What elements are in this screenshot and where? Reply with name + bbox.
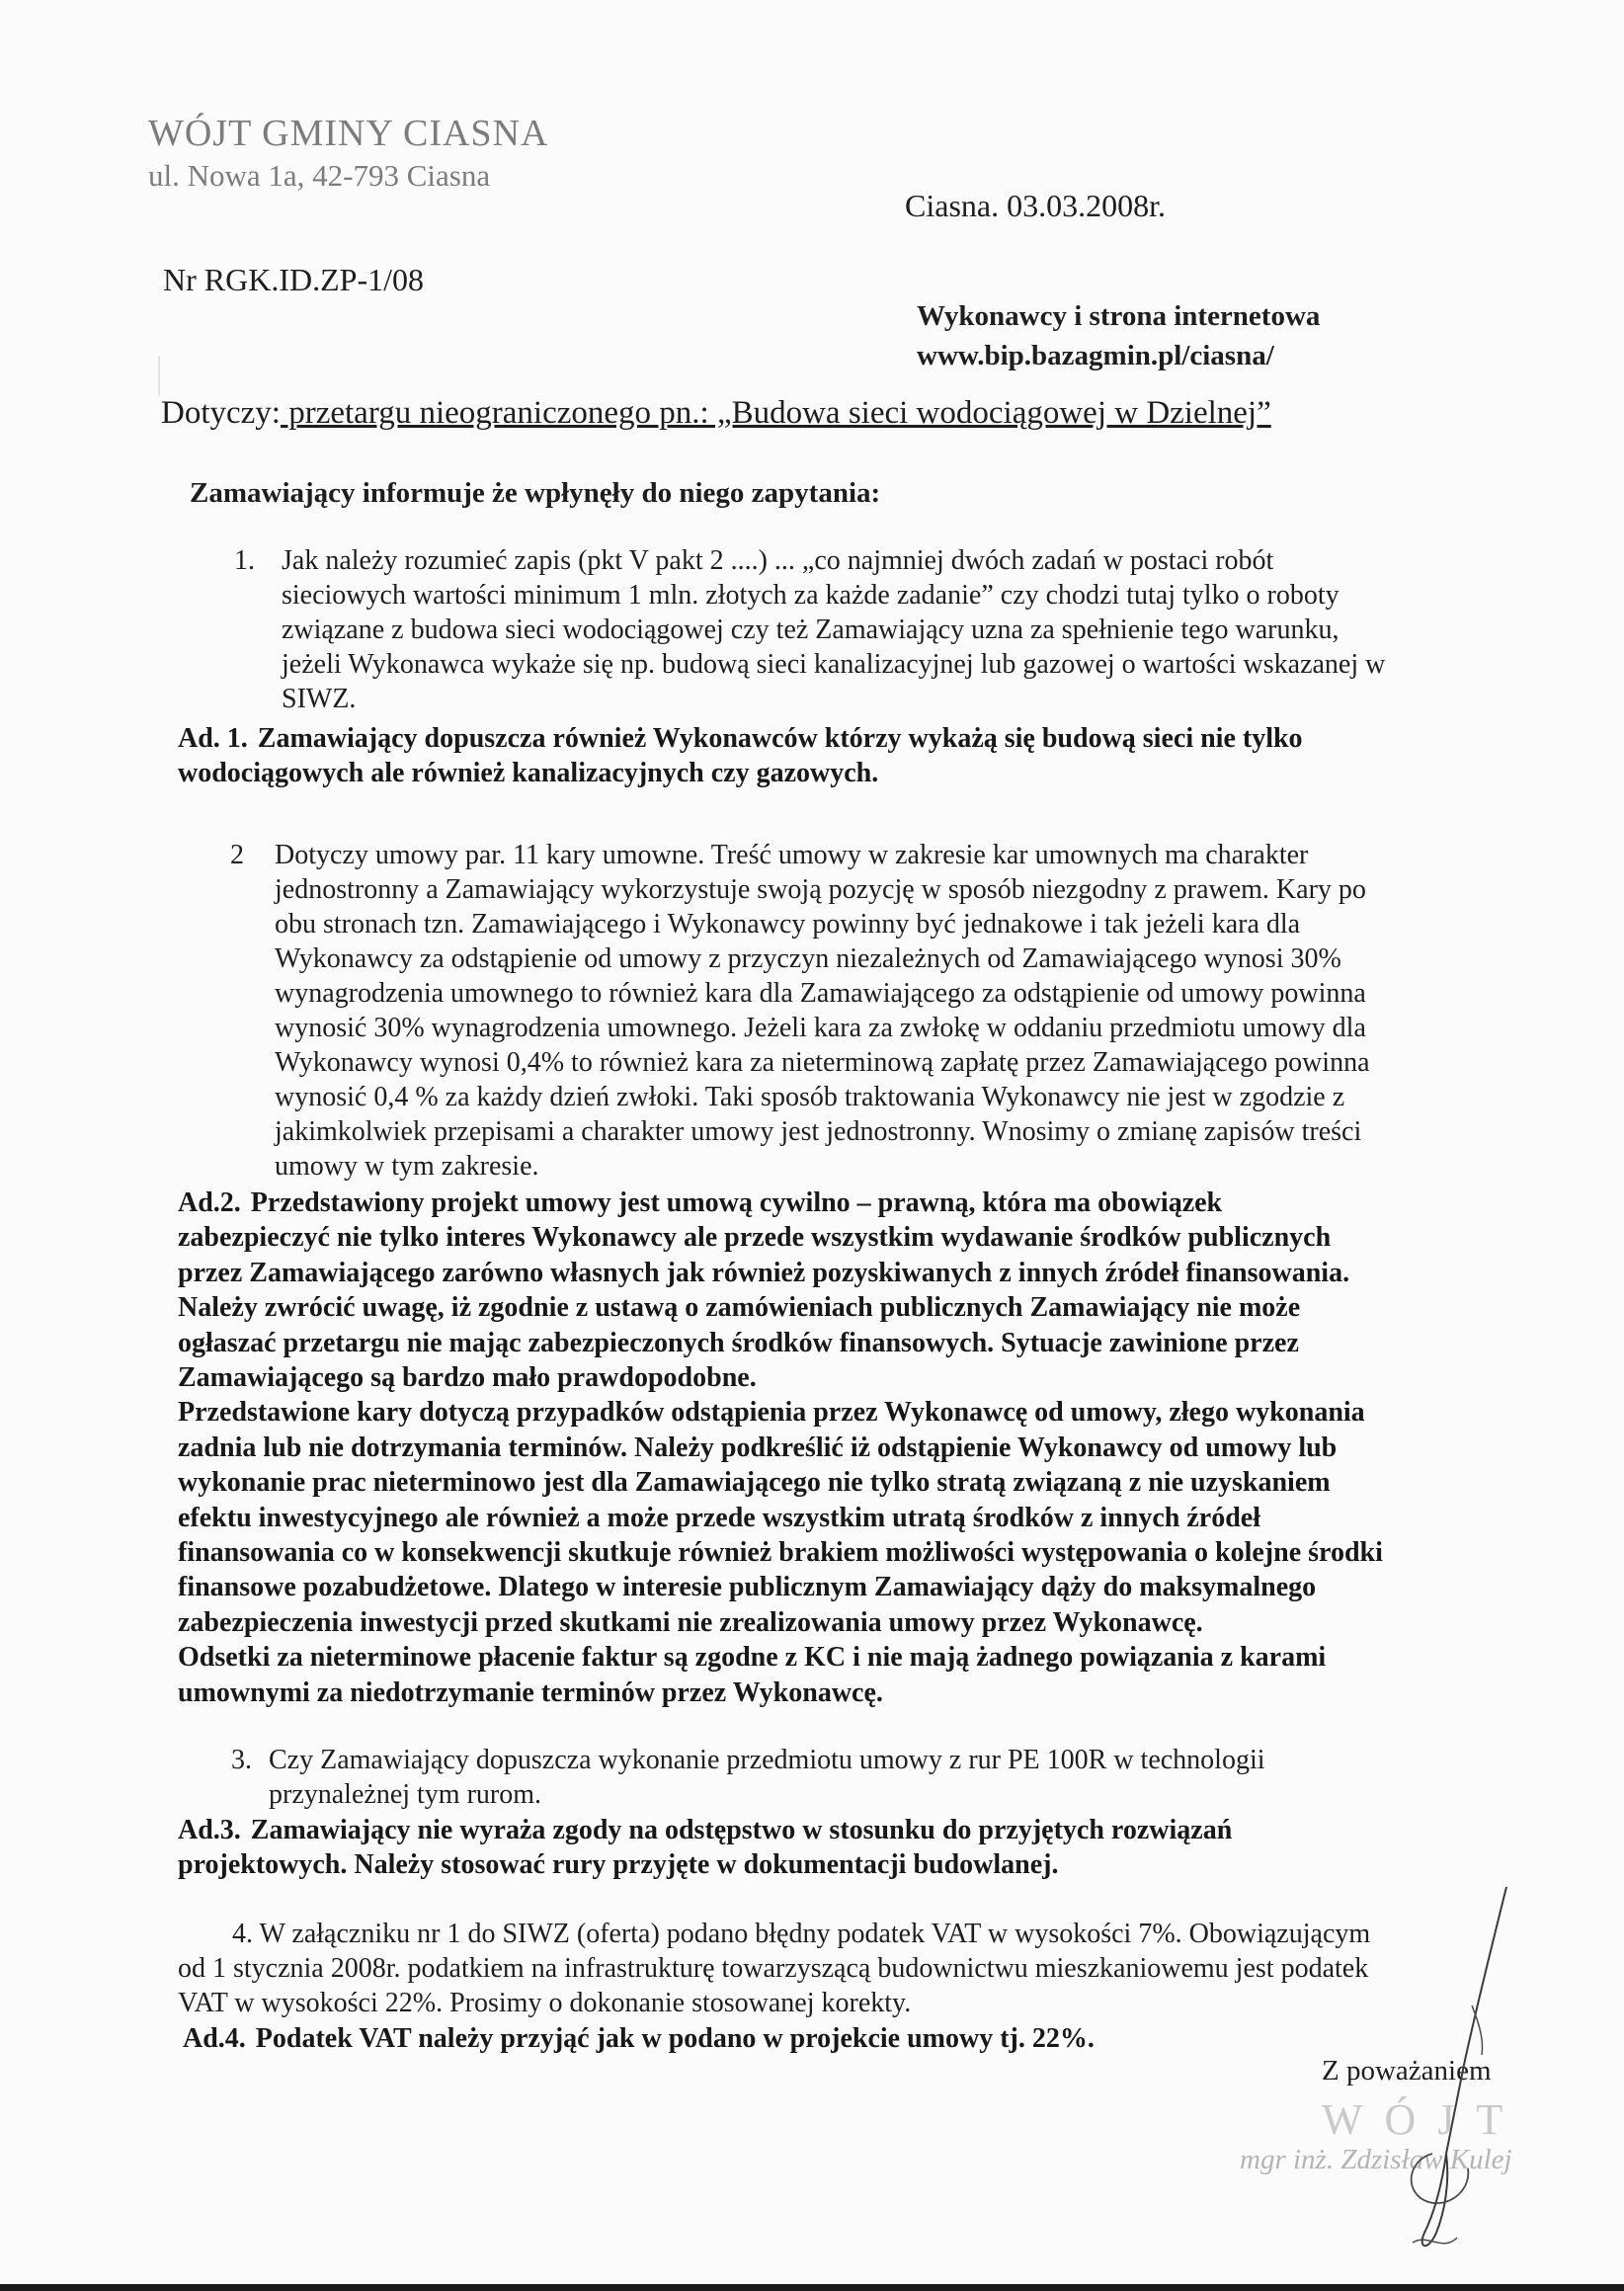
addressee-website: www.bip.bazagmin.pl/ciasna/: [917, 340, 1274, 371]
question-line: jeżeli Wykonawca wykaże się np. budową sieci kanalizacyjnej lub gazowej o wartości wskazanej w: [282, 649, 1386, 680]
answer-4: [183, 2021, 1095, 2056]
answer-line: Zamawiający nie wyraża zgody na odstępstwo w stosunku do przyjętych rozwiązań: [250, 1815, 1233, 1845]
question-line: Dotyczy umowy par. 11 kary umowne. Treść umowy w zakresie kar umownych ma charakter: [275, 840, 1309, 870]
addressee: [917, 296, 1320, 375]
question-line: jakimkolwiek przepisami a charakter umowy jest jednostronny. Wnosimy o zmianę zapisów treści: [275, 1116, 1362, 1147]
question-line: sieciowych wartości minimum 1 mln. złotych za każde zadanie” czy chodzi tutaj tylko o roboty: [282, 580, 1340, 611]
question-line: Wykonawcy za odstąpienie od umowy z przyczyn niezależnych od Zamawiającego wynosi 30%: [275, 943, 1341, 974]
answer-line: Przedstawione kary dotyczą przypadków odstąpienia przez Wykonawcę od umowy, złego wykonania: [178, 1397, 1365, 1429]
question-line: Wykonawcy wynosi 0,4% to również kara za nieterminową zapłatę przez Zamawiającego powinna: [275, 1047, 1370, 1078]
question-line: jednostronny a Zamawiający wykorzystuje swoją pozycję w sposób niezgodny z prawem. Kary po: [275, 874, 1366, 905]
question-line: Jak należy rozumieć zapis (pkt V pakt 2 ....) ... „co najmniej dwóch zadań w postaci robót: [282, 545, 1274, 576]
question-line: umowy w tym zakresie.: [275, 1151, 539, 1182]
handwritten-signature: [1373, 1857, 1521, 2272]
answer-label: Ad.4.: [183, 2023, 246, 2054]
answer-line: Podatek VAT należy przyjąć jak w podano w projekcie umowy tj. 22%.: [255, 2023, 1095, 2054]
official-stamp-title: WÓJT: [1322, 2095, 1525, 2144]
closing-phrase: Z poważaniem: [1322, 2055, 1492, 2086]
question-2: [230, 838, 1370, 1184]
question-line: obu stronach tzn. Zamawiającego i Wykonawcy powinny być jednakowe i tak jeżeli kara dla: [275, 909, 1301, 940]
answer-label: Ad.2.: [178, 1187, 241, 1218]
intro-heading: Zamawiający informuje że wpłynęły do niego zapytania:: [190, 477, 881, 509]
issuer-address: ul. Nowa 1a, 42-793 Ciasna: [148, 158, 491, 193]
answer-1: [178, 721, 1303, 791]
answer-line: przez Zamawiającego zarówno własnych jak również pozyskiwanych z innych źródeł finansowania.: [178, 1257, 1350, 1288]
question-line: wynosić 30% wynagrodzenia umownego. Jeżeli kara za zwłokę w oddaniu przedmiotu umowy dla: [275, 1013, 1366, 1043]
official-stamp-name: mgr inż. Zdzisław Kulej: [1240, 2144, 1512, 2175]
answer-line: Należy zwrócić uwagę, iż zgodnie z ustawą o zamówieniach publicznych Zamawiający nie może: [178, 1292, 1301, 1324]
answer-line: Zamawiający dopuszcza również Wykonawców którzy wykażą się budową sieci nie tylko: [257, 723, 1303, 754]
answer-line: finansowe pozabudżetowe. Dlatego w interesie publicznym Zamawiający dąży do maksymalnego: [178, 1572, 1317, 1603]
answer-line: efektu inwestycyjnego ale również a może przede wszystkim utratą środków z innych źródeł: [178, 1502, 1260, 1533]
question-4: [178, 1917, 1370, 2020]
question-line: W załączniku nr 1 do SIWZ (oferta) podano błędny podatek VAT w wysokości 7%. Obowiązującym: [259, 1919, 1371, 1949]
answer-2: [178, 1186, 1383, 1710]
question-number: 2: [230, 840, 244, 870]
answer-line: zadnia lub nie dotrzymania terminów. Należy podkreślić iż odstąpienie Wykonawcy od umowy lub: [178, 1432, 1338, 1463]
answer-3: [178, 1813, 1232, 1883]
question-line: przynależnej tym rurom.: [269, 1779, 542, 1810]
question-line: związane z budowa sieci wodociągowej czy też Zamawiający uzna za spełnienie tego warunku,: [282, 614, 1340, 645]
document-date: Ciasna. 03.03.2008r.: [905, 188, 1166, 223]
subject-label: Dotyczy:: [161, 395, 281, 431]
answer-label: Ad. 1.: [178, 723, 248, 754]
question-number: 1.: [234, 545, 255, 576]
reference-number: Nr RGK.ID.ZP-1/08: [163, 262, 424, 297]
answer-line: zabezpieczenia inwestycji przed skutkami nie zrealizowania umowy przez Wykonawcę.: [178, 1606, 1203, 1638]
answer-label: Ad.3.: [178, 1815, 241, 1845]
question-line: VAT w wysokości 22%. Prosimy o dokonanie stosowanej korekty.: [178, 1988, 912, 2018]
subject-line: [161, 395, 1271, 432]
issuer-stamp: [148, 111, 548, 196]
answer-line: projektowych. Należy stosować rury przyjęte w dokumentacji budowlanej.: [178, 1849, 1059, 1881]
answer-line: Odsetki za nieterminowe płacenie faktur są zgodne z KC i nie mają żadnego powiązania z karami: [178, 1642, 1327, 1674]
answer-line: finansowania co w konsekwencji skutkuje również brakiem możliwości występowania o kolejne środki: [178, 1537, 1383, 1569]
scan-mark: [158, 356, 160, 395]
addressee-line: Wykonawcy i strona internetowa: [917, 300, 1321, 332]
subject-text: przetargu nieograniczonego pn.: „Budowa sieci wodociągowej w Dzielnej”: [280, 395, 1271, 431]
issuer-name: WÓJT GMINY CIASNA: [148, 113, 549, 154]
question-number: 4.: [232, 1919, 253, 1949]
scan-border: [0, 2284, 1624, 2291]
answer-line: zabezpieczyć nie tylko interes Wykonawcy ale przede wszystkim wydawanie środków publicznych: [178, 1222, 1332, 1254]
question-line: Czy Zamawiający dopuszcza wykonanie przedmiotu umowy z rur PE 100R w technologii: [269, 1745, 1265, 1775]
question-line: SIWZ.: [282, 684, 357, 714]
answer-line: Zamawiającego są bardzo mało prawdopodobne.: [178, 1362, 757, 1394]
question-line: od 1 stycznia 2008r. podatkiem na infrastrukturę towarzyszącą budownictwu mieszkaniowemu jest podatek: [178, 1953, 1369, 1984]
question-1: [234, 543, 1386, 716]
question-line: wynagrodzenia umownego to również kara dla Zamawiającego za odstąpienie od umowy powinna: [275, 978, 1366, 1009]
question-line: wynosić 0,4 % za każdy dzień zwłoki. Taki sposób traktowania Wykonawcy nie jest w zgodzie z: [275, 1082, 1345, 1112]
answer-line: umownymi za niedotrzymanie terminów przez Wykonawcę.: [178, 1677, 883, 1708]
question-3: [231, 1743, 1265, 1812]
answer-line: wykonanie prac nieterminowo jest dla Zamawiającego nie tylko stratą związaną z nie uzyskaniem: [178, 1467, 1331, 1499]
question-number: 3.: [231, 1745, 252, 1775]
answer-line: wodociągowych ale również kanalizacyjnych czy gazowych.: [178, 758, 879, 789]
answer-line: ogłaszać przetargu nie mając zabezpieczonych środków finansowych. Sytuacje zawinione przez: [178, 1327, 1299, 1358]
answer-line: Przedstawiony projekt umowy jest umową cywilno – prawną, która ma obowiązek: [250, 1187, 1223, 1218]
